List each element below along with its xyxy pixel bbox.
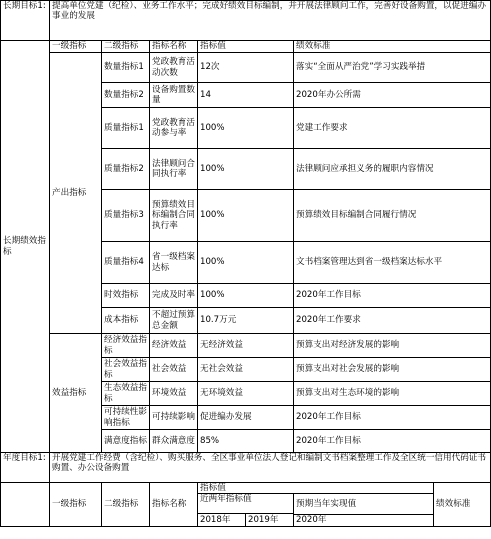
row-level2: 质量指标3 <box>102 190 150 242</box>
row-level2: 生态效益指标 <box>102 382 150 406</box>
row-name: 法律顾问合同执行率 <box>150 149 198 190</box>
header-level2: 二级指标 <box>102 41 150 53</box>
row-standard: 法律顾问应承担义务的履职内容情况 <box>294 149 491 190</box>
row-standard: 党建工作要求 <box>294 108 491 149</box>
header-value: 指标值 <box>198 41 294 53</box>
row-standard: 预算支出对经济发展的影响 <box>294 334 491 358</box>
row-value: 10.7万元 <box>198 308 294 334</box>
row-level2: 满意度指标 <box>102 430 150 453</box>
row-name: 群众满意度 <box>150 430 198 453</box>
row-level2: 质量指标2 <box>102 149 150 190</box>
annual-header-name: 指标名称 <box>150 483 198 527</box>
row-value: 100% <box>198 242 294 284</box>
annual-label: 年度目标1: <box>1 453 50 483</box>
annual-header-2020: 2020年 <box>294 515 434 526</box>
row-standard: 2020年工作要求 <box>294 308 491 334</box>
row-value: 无社会效益 <box>198 358 294 382</box>
long-term-label: 长期目标1: <box>1 1 50 41</box>
row-name: 预算绩效目标编制合同执行率 <box>150 190 198 242</box>
annual-header-current: 预期当年实现值 <box>294 494 434 515</box>
row-value: 14 <box>198 83 294 108</box>
row-name: 党政教育活动参与率 <box>150 108 198 149</box>
row-name: 可持续影响 <box>150 406 198 430</box>
row-level2: 数量指标2 <box>102 83 150 108</box>
row-value: 无环境效益 <box>198 382 294 406</box>
annual-header-standard: 绩效标准 <box>434 483 491 527</box>
row-name: 省一级档案达标 <box>150 242 198 284</box>
annual-header-2019: 2019年 <box>246 514 294 526</box>
row-level2: 质量指标4 <box>102 242 150 284</box>
row-value: 85% <box>198 430 294 453</box>
row-value: 100% <box>198 149 294 190</box>
row-standard: 预算绩效目标编制合同履行情况 <box>294 190 491 242</box>
row-name: 党政教育活动次数 <box>150 53 198 83</box>
row-standard: 文书档案管理达到省一级档案达标水平 <box>294 242 491 284</box>
row-level2: 经济效益指标 <box>102 334 150 358</box>
row-value: 100% <box>198 108 294 149</box>
row-value: 100% <box>198 190 294 242</box>
group-output: 产出指标 <box>50 53 102 334</box>
row-name: 经济效益 <box>150 334 198 358</box>
row-standard: 2020年工作目标 <box>294 430 491 453</box>
row-level2: 可持续性影响指标 <box>102 406 150 430</box>
row-name: 环境效益 <box>150 382 198 406</box>
row-standard: 预算支出对生态环境的影响 <box>294 382 491 406</box>
row-level2: 数量指标1 <box>102 53 150 83</box>
row-value: 100% <box>198 284 294 308</box>
row-name: 不超过预算总金额 <box>150 308 198 334</box>
row-value: 无经济效益 <box>198 334 294 358</box>
long-term-indicators-label: 长期绩效指标 <box>1 41 50 453</box>
row-standard: 2020年办公所需 <box>294 83 491 108</box>
row-level2: 社会效益指标 <box>102 358 150 382</box>
row-name: 社会效益 <box>150 358 198 382</box>
group-benefit: 效益指标 <box>50 334 102 453</box>
annual-text: 开展党建工作经费（含纪检）、购买服务、全区事业单位法人登记和编制文书档案整理工作及全区统一信用代码证书购置、办公设备购置 <box>50 453 491 483</box>
header-standard: 绩效标准 <box>294 41 491 53</box>
row-name: 完成及时率 <box>150 284 198 308</box>
annual-header-level1: 一级指标 <box>50 483 102 527</box>
row-value: 12次 <box>198 53 294 83</box>
row-name: 设备购置数量 <box>150 83 198 108</box>
row-level2: 质量指标1 <box>102 108 150 149</box>
header-name: 指标名称 <box>150 41 198 53</box>
annual-header-2018: 2018年 <box>198 514 246 526</box>
row-standard: 落实“全面从严治党”学习实践举措 <box>294 53 491 83</box>
annual-header-value: 指标值 <box>198 483 434 494</box>
annual-header-level2: 二级指标 <box>102 483 150 527</box>
row-level2: 成本指标 <box>102 308 150 334</box>
long-term-text: 提高单位党建（纪检）、业务工作水平；完成好绩效目标编制，并开展法律顾问工作，完善好设备购置，以促进编办事业的发展 <box>50 1 491 41</box>
row-level2: 时效指标 <box>102 284 150 308</box>
row-standard: 2020年工作目标 <box>294 406 491 430</box>
row-standard: 预算支出对社会发展的影响 <box>294 358 491 382</box>
row-value: 促进编办发展 <box>198 406 294 430</box>
annual-header-prev-two: 近两年指标值 <box>198 494 294 514</box>
row-standard: 2020年工作目标 <box>294 284 491 308</box>
header-level1: 一级指标 <box>50 41 102 53</box>
